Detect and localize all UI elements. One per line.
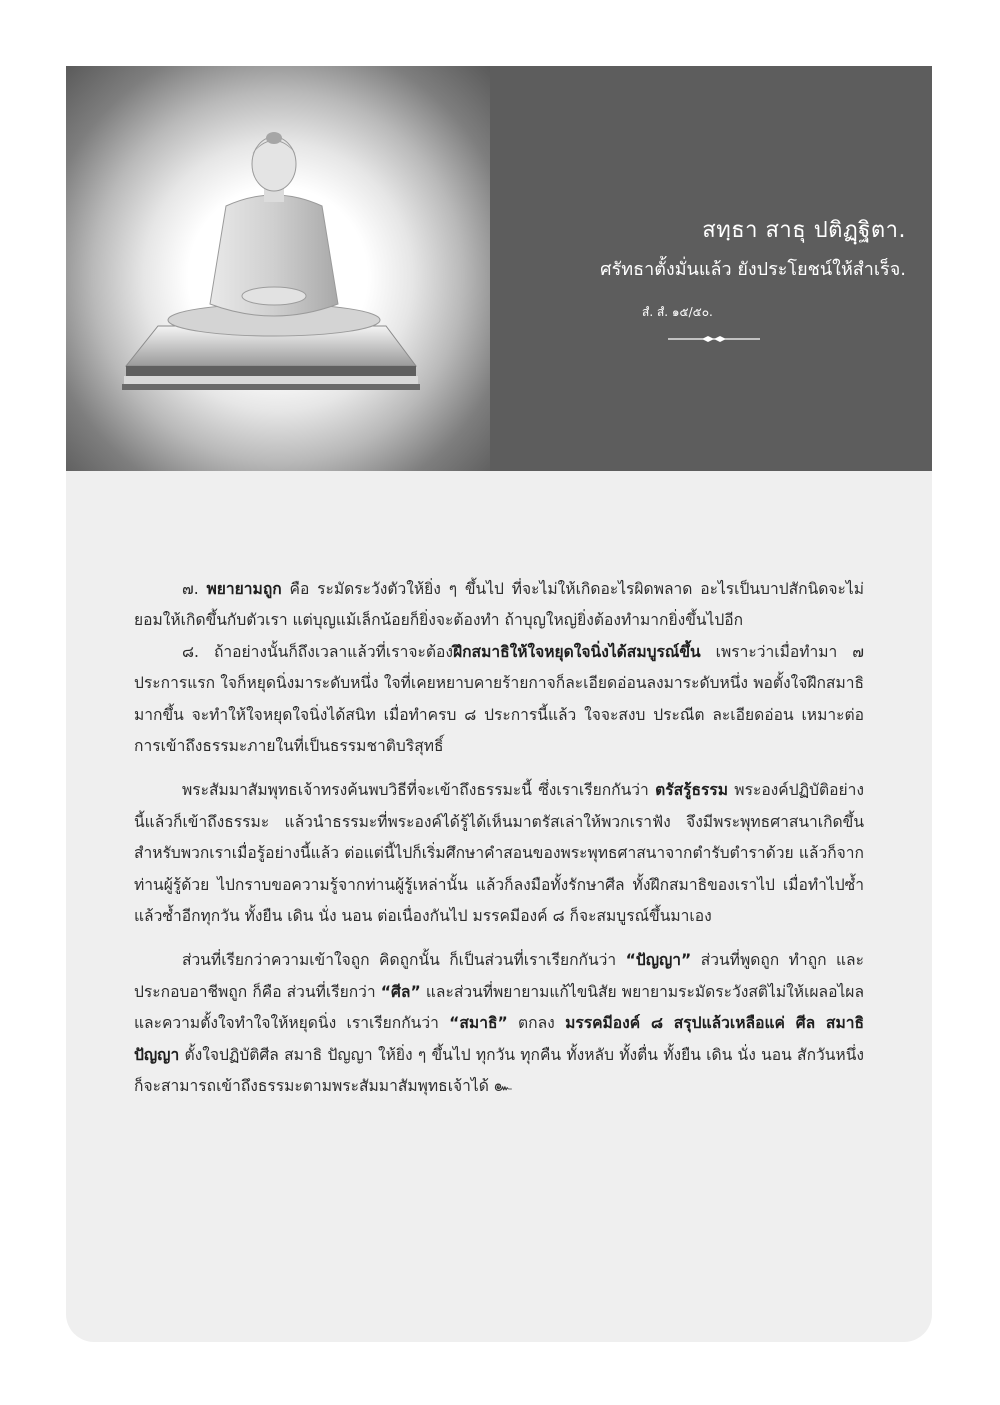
paragraph-summary [134, 945, 864, 1102]
bold-term: มรรคมีองค์ ๘ สรุปแล้วเหลือแค่ ศีล สมาธิ ปัญญา [134, 1014, 865, 1064]
seated-buddha-image [66, 66, 490, 471]
paragraph-enlightenment [134, 775, 864, 932]
paragraph-number: ๗. [182, 580, 207, 598]
paragraph-text: ตั้งใจปฏิบัติศีล สมาธิ ปัญญา ให้ยิ่ง ๆ ขึ้นไป ทุกวัน ทุกคืน ทั้งหลับ ทั้งตื่น ทั้งยืน เดิน นั่ง นอน สักวันหนึ่งก็จะสามารถเข้าถึงธรรมะตามพระสัมมาสัมพุทธเจ้าได้ [134, 1045, 864, 1096]
paragraph-text: พระองค์ปฏิบัติอย่างนี้แล้วก็เข้าถึงธรรมะ แล้วนำธรรมะที่พระองค์ได้รู้ได้เห็นมาตรัสเล่าให้พวกเราฟัง จึงมีพระพุทธศาสนาเกิดขึ้น สำหรับพวกเราเมื่อรู้อย่างนี้แล้ว ต่อแต่นี้ไปก็เริ่มศึกษาคำสอนของพระพุทธศาสนาจากตำรับตำราด้วย แล้วก็จากท่านผู้รู้ด้วย ไปกราบขอความรู้จากท่านผู้รู้เหล่านั้น แล้วก็ลงมือทั้งรักษาศีล ทั้งฝึกสมาธิของเราไป เมื่อทำไปซ้ำแล้วซ้ำอีกทุกวัน ทั้งยืน เดิน นั่ง นอน ต่อเนื่องกันไป มรรคมีองค์ ๘ ก็จะสมบูรณ์ขึ้นมาเอง [134, 781, 864, 926]
ornament-divider-icon [666, 334, 762, 344]
paragraph-text: ส่วนที่เรียกว่าความเข้าใจถูก คิดถูกนั้น ก็เป็นส่วนที่เราเรียกกันว่า [182, 951, 626, 970]
paragraph-text: เพราะว่าเมื่อทำมา ๗ ประการแรก ใจก็หยุดนิ่งมาระดับหนึ่ง ใจที่เคยหยาบคายร้ายกาจก็ละเอียดอ่อนลงมาระดับหนึ่ง พอตั้งใจฝึกสมาธิมากขึ้น จะทำให้ใจหยุดใจนิ่งได้สนิท เมื่อทำครบ ๘ ประการนี้แล้ว ใจจะสงบ ประณีต ละเอียดอ่อน เหมาะต่อการเข้าถึงธรรมะภายในที่เป็นธรรมชาติบริสุทธิ์ [134, 642, 864, 756]
paragraph-text: ๘. ถ้าอย่างนั้นก็ถึงเวลาแล้วที่เราจะต้อง [182, 642, 453, 661]
page-card [66, 66, 932, 1342]
bold-term: “ปัญญา” [625, 951, 692, 970]
quote-panel [490, 66, 932, 471]
scripture-reference: สํ. สํ. ๑๕/๕๐. [642, 305, 713, 319]
paragraph-text: และส่วนที่พยายามแก้ไขนิสัย พยายามระมัดระวังสติไม่ให้เผลอไผล และความตั้งใจทำใจให้หยุดนิ่ง เราเรียกกันว่า [134, 982, 864, 1033]
paragraph-7 [134, 574, 864, 637]
bold-term: ตรัสรู้ธรรม [655, 781, 729, 800]
paragraph-text: ส่วนที่พูดถูก ทำถูก และประกอบอาชีพถูก ก็คือ ส่วนที่เรียกว่า [134, 951, 864, 1001]
paragraph-8 [134, 637, 864, 763]
paragraph-text: ตกลง [507, 1014, 566, 1033]
end-mark-icon: ๛ [493, 1077, 512, 1096]
bold-term: “สมาธิ” [449, 1014, 508, 1033]
bold-term: พยายามถูก [206, 580, 282, 598]
bold-term: “ศีล” [380, 982, 421, 1001]
thai-translation: ศรัทธาตั้งมั่นแล้ว ยังประโยชน์ให้สำเร็จ. [600, 259, 906, 280]
paragraph-text: คือ ระมัดระวังตัวให้ยิ่ง ๆ ขึ้นไป ที่จะไม่ให้เกิดอะไรผิดพลาด อะไรเป็นบาปสักนิดจะไม่ยอมให้เกิดขึ้นกับตัวเรา แต่บุญแม้เล็กน้อยก็ยิ่งจะต้องทำ ถ้าบุญใหญ่ยิ่งต้องทำมากยิ่งขึ้นไปอีก [134, 580, 864, 630]
pali-quote: สทฺธา สาธุ ปติฏฺฐิตา. [702, 218, 906, 243]
header-banner [66, 66, 932, 471]
article-body [134, 574, 864, 1103]
buddha-illustration [66, 66, 490, 471]
paragraph-text: พระสัมมาสัมพุทธเจ้าทรงค้นพบวิธีที่จะเข้าถึงธรรมะนี้ ซึ่งเราเรียกกันว่า [182, 781, 656, 800]
bold-term: ฝึกสมาธิให้ใจหยุดใจนิ่งได้สมบูรณ์ขึ้น [452, 642, 701, 661]
